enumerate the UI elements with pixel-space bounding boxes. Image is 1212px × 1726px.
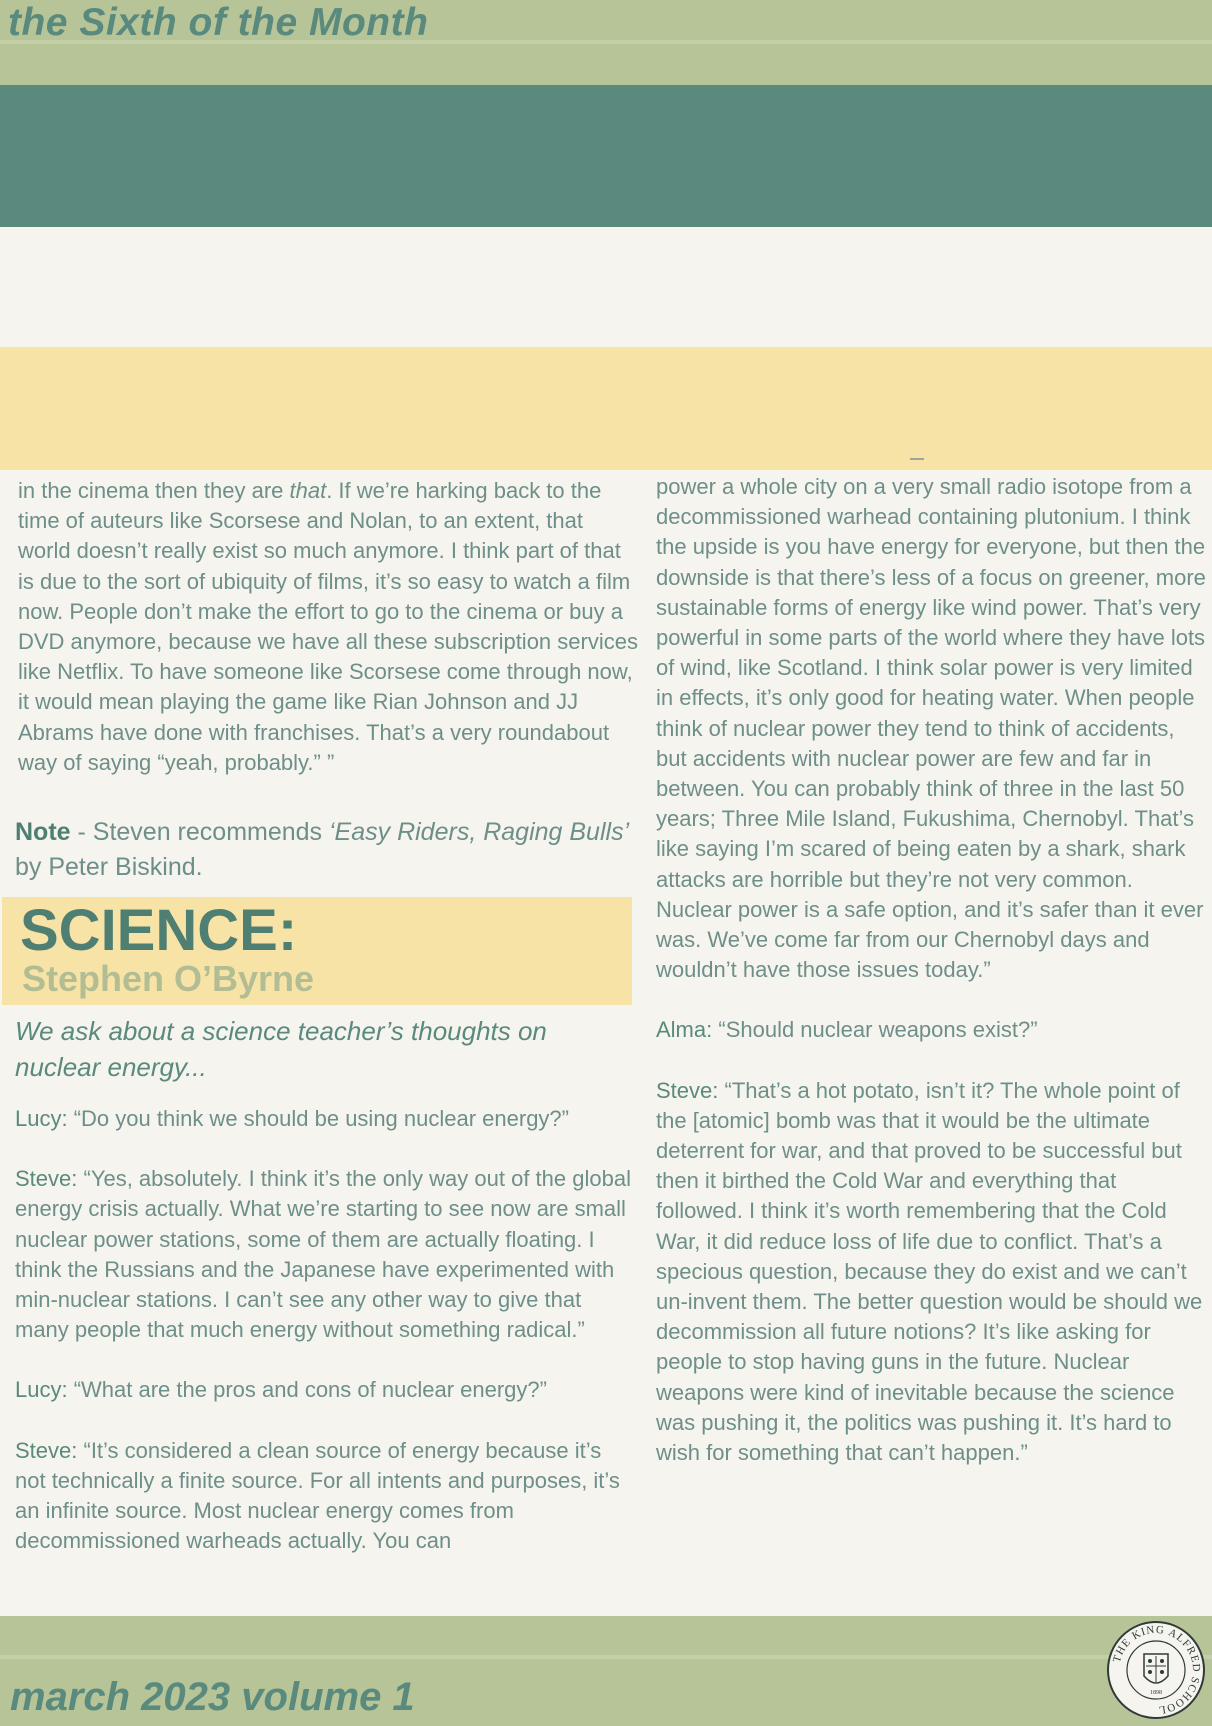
section-standfirst: We ask about a science teacher’s thoughts on nuclear energy... — [15, 1016, 547, 1082]
book-title: ‘Easy Riders, Raging Bulls’ — [329, 818, 630, 846]
svg-text:1898: 1898 — [1150, 1690, 1162, 1696]
issue-info: march 2023 volume 1 — [10, 1675, 415, 1719]
interview-line: power a whole city on a very small radio isotope from a decommissioned warhead containing plutonium. I think the upside is you have energy for everyone, but then the downside is that there’s less of a focus on greener, more sustainable forms of energy like wind power. That’s very powerful in some parts of the world where they have lots of wind, like Scotland. I think solar power is very limited in effects, it’s only good for heating water. When people think of nuclear power they tend to think of accidents, but accidents with nuclear power are few and far in between. You can probably think of three in the last 50 years; Three Mile Island, Fukushima, Chernobyl. That’s like saying I’m scared of being eaten by a shark, shark attacks are horrible but they’re not very common. Nuclear power is a safe option, and it’s safer than it ever was. We’ve come far from our Chernobyl days and wouldn’t have those issues today.” — [656, 474, 1206, 983]
note-label: Note — [15, 818, 71, 846]
left-column-interview — [15, 1104, 635, 1556]
school-crest-icon — [1106, 1620, 1206, 1720]
interview-line: Steve: “That’s a hot potato, isn’t it? The whole point of the [atomic] bomb was that it would be the ultimate deterrent for war, and that proved to be successful but then it birthed the Cold War and everything that followed. I think it’s worth remembering that the Cold War, it did reduce loss of life due to conflict. That’s a specious question, because they do exist and we can’t un-invent them. The better question would be should we decommission all future notions? It’s like asking for people to stop having guns in the future. Nuclear weapons were kind of inevitable because the science was pushing it, the politics was pushing it. It’s hard to wish for something that can’t happen.” — [656, 1077, 1203, 1466]
speaker-label: Steve: — [15, 1437, 78, 1463]
left-column-continued — [18, 476, 638, 778]
section-heading: SCIENCE: — [20, 898, 298, 963]
interview-line: Lucy: “What are the pros and cons of nuclear energy?” — [15, 1377, 547, 1403]
speaker-label: Alma: — [656, 1017, 713, 1043]
interview-line: Steve: “It’s considered a clean source of energy because it’s not technically a finite source. For all intents and purposes, it’s an infinite source. Most nuclear energy comes from decommissioned warheads actually. You can — [15, 1437, 620, 1554]
right-column-interview — [656, 472, 1206, 1468]
speaker-label: Steve: — [656, 1077, 719, 1103]
speaker-label: Lucy: — [15, 1106, 68, 1131]
svg-text:THE KING ALFRED SCHOOL: THE KING ALFRED SCHOOL — [1110, 1623, 1203, 1717]
interview-line: Lucy: “Do you think we should be using nuclear energy?” — [15, 1106, 569, 1131]
masthead-title: the Sixth of the Month — [8, 1, 429, 44]
yellow-banner — [0, 347, 1212, 470]
banner-divider-mark — [910, 458, 924, 460]
emphasis-that: that — [289, 478, 327, 503]
book-recommendation-note: Note - Steven recommends ‘Easy Riders, Raging Bulls’ by Peter Biskind. — [15, 818, 630, 881]
speaker-label: Steve: — [15, 1166, 78, 1192]
interview-line: Steve: “Yes, absolutely. I think it’s the only way out of the global energy crisis actually. What we’re starting to see now are small nuclear power stations, some of them are actually floating. I think the Russians and the Japanese have experimented with min-nuclear stations. I can’t see any other way to give that many people that much energy without something radical.” — [15, 1166, 631, 1343]
footer-band-stripe — [0, 1655, 1212, 1659]
speaker-label: Lucy: — [15, 1377, 68, 1403]
continued-paragraph: in the cinema then they are that. If we’re harking back to the time of auteurs like Scorsese and Nolan, to an extent, that world doesn’t really exist so much anymore. I think part of that is due to the sort of ubiquity of films, it’s so easy to watch a film now. People don’t make the effort to go to the cinema or buy a DVD anymore, because we have all these subscription services like Netflix. To have someone like Scorsese come through now, it would mean playing the game like Rian Johnson and JJ Abrams have done with franchises. That’s a very roundabout way of saying “yeah, probably.” ” — [18, 478, 638, 775]
teal-banner — [0, 85, 1212, 227]
section-author: Stephen O’Byrne — [22, 958, 315, 999]
interview-line: Alma: “Should nuclear weapons exist?” — [656, 1017, 1038, 1043]
cream-banner — [0, 227, 1212, 347]
